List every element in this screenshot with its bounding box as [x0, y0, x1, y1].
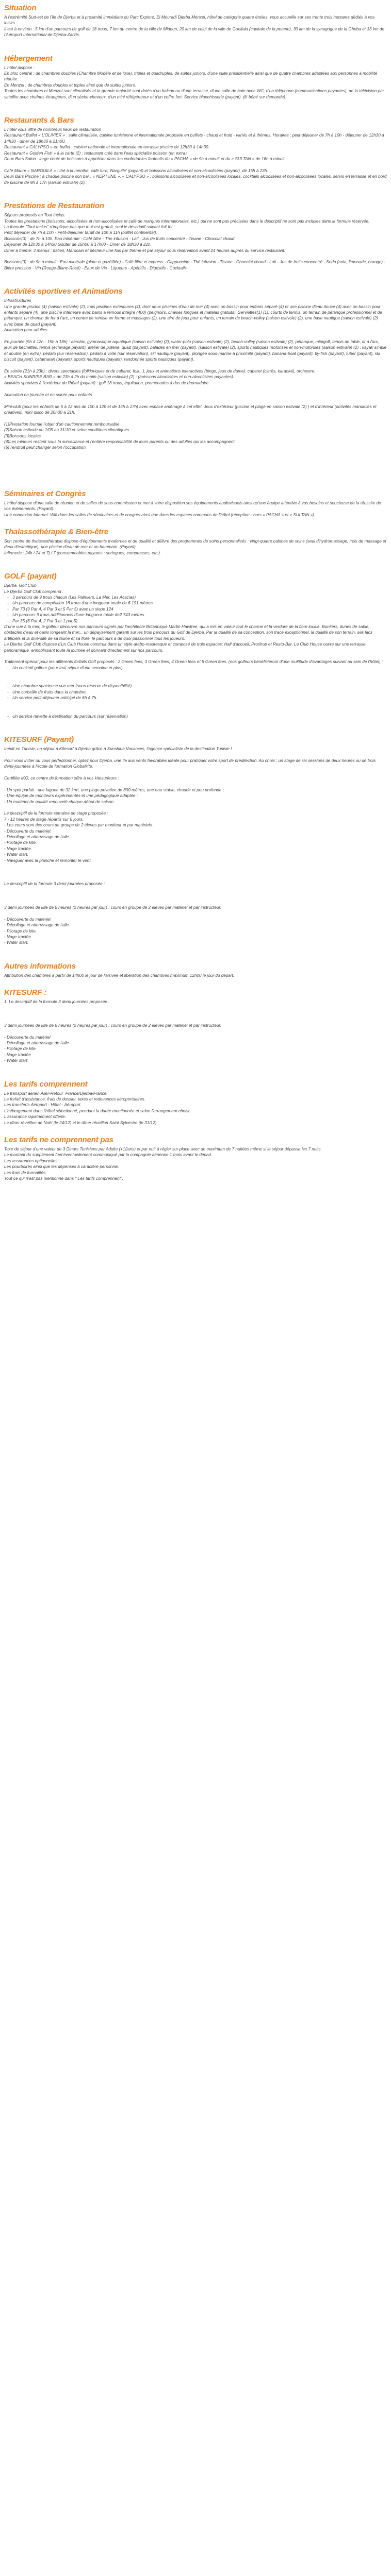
- section-text: Le transport aérien Aller-Retour France/Djerba/France. Le forfait d'assistance, frais de dossier, taxes et redevances aéroportuaires. Les transferts Aéroport - Hôtel - Aéroport. L'hébergement dans l'hôtel sélectionné, pendant la durée mentionnée et selon l'arrangement choisi. L'assurance rapatriement offerte. Le dîner réveillon de Noël (le 24/12) et le dîner réveillon Saint Sylvestre (le 31/12).: [4, 1091, 191, 1125]
- section-title: Séminaires et Congrès: [4, 489, 86, 498]
- golf-advantages-list: [4, 665, 387, 671]
- list-item: - Un parcours 9 trous additionnels d'une longueur totale de2 743 mètres: [12, 612, 387, 618]
- section-hebergement: [4, 54, 387, 100]
- section-text: D'une vue à la mer, le golfeur découvre nos parcours signés par l'architecte Britannique Martin Hawtree, qui a mis en valeur tout le charme et la verdure de la flore locale. Bunkers, dunes de sable, obstacles d'eau et oasis longeant la mer... un dépaysement garanti sur les trois parcours du Golf de Djerba. Par la qualité de sa conception, son tracé exceptionnel, la qualité de son terrain, ses lacs artificiels et la diversité de sa faune et sa flore, le parcours a de quoi passionner tous les joueurs. Le Djerba Golf Club dispose d'un Club House construit dans un style arabo-mauresque et composé de trois espaces: Hall d'accueil, Proshop et Resto-Bar. Le Club House ouvre sur une terrasse panoramique, ennoblissant toute la journée et donnant directement sur nos parcours. Traitement spécial pour les différents forfaits Golf proposés : 2 Green fees, 3 Green fees, 4 Green fees et 5 Green fees. (nos golfeurs bénéficieront d'une multitude d'avantages suivant au sein de l'hôtel) :: [4, 624, 383, 665]
- section-golf: [4, 571, 387, 719]
- section-tarifs: [4, 1079, 387, 1126]
- list-item: - Par 35 (6 Par 4, 2 Par 3 et 1 par 5).: [12, 618, 387, 624]
- section-tarifs-non: [4, 1135, 387, 1181]
- section-title: Les tarifs comprennent: [4, 1079, 88, 1089]
- section-text: Son centre de thalassothérapie dispose d'équipements modernes et de qualité et délivre des programmes de soins personnalisés : vingt-quatre cabines de soins (seul d'hydromassage, trois de massage et deux d'esthétique), une piscine d'eau de mer et un hammam. (Payant). Infirmerie : 24h / 24 et 7j / 7 (consommables payants : seringues, compresses, etc.).: [4, 538, 386, 555]
- section-text: 1. Le descriptif de la formule 3 demi journées proposée : 3 demi journées de kite de 6 heures (2 heures par jour) ; cours en groupe de 2 élèves par matériel et par instructeur. - Découverte du matériel - Décollage et atterrissage de l'aile - Pilotage de kite - Nage tractée - Water start: [4, 999, 222, 1063]
- section-kitesurf: [4, 735, 387, 946]
- section-title: Hébergement: [4, 54, 53, 63]
- list-item: - 3 parcours de 9 trous chacun (Les Palmiers, La Mer, Les Acacias): [12, 595, 387, 600]
- golf-intro: Djerba Golf Club Le Djerba Golf Club comprend :: [4, 583, 64, 594]
- section-title: Thalassothérapie & Bien-être: [4, 527, 108, 536]
- section-situation: [4, 3, 387, 38]
- section-text: L'hôtel vous offre de nombreux lieux de restauration Restaurant Buffet « L'OLIVIER » : salle climatisée, cuisine tunisienne et internationale proposée en buffets - chaud et froid - variés et à thèmes. Horaires : petit-déjeuner de 7h à 10h - déjeuner de 12h30 à 14h30 - dîner de 18h30 à 21h00. Restaurant « CALYPSO » en buffet : cuisine nationale et internationale en terrasse piscine de 12h30 à 14h30. Restaurant « Golden Fish » à la carte (2) : restaurant créé dans l'eau spécialité poisson (en extra). Deux Bars Salon : large choix de boissons à apprécier dans les confortables fauteuils du « PACHA » de 9h à minuit et du « SULTAN » de 16h à minuit. Café Maure « NARGUILA » : thé à la menthe, café turc, 'Narguilé' (payant) et boissons alcoolisées et non-alcoolisées (payant), de 15h à 23h. Deux Bars Piscine : à chaque piscine son bar : « NEPTUNE », « CALYPSO » : boissons alcoolisées et non-alcoolisées locales, cocktails alcoolisées et non-alcoolisées locales, servis en terrasse et en bord de piscine de 9h à 17h (saison estivale) (2).: [4, 127, 387, 185]
- section-title: GOLF (payant): [4, 572, 57, 581]
- section-restaurants: [4, 115, 387, 185]
- section-text: Séjours proposés en Tout Inclus. Toutes les prestations (boissons, alcoolisées et non-alcoolisées et café de marques internationales, etc.) qui ne sont pas précisées dans le descriptif ne sont pas incluses dans la formule réservée. La formule "Tout Inclus" n'implique pas que tout est gratuit, seul le descriptif suivant fait foi : Petit déjeuner de 7h à 10h - Petit-déjeuner tardif de 10h à 11h (buffet continental). Boissons(3) : de 7h à 10h: Eau minérale - Café filtre - The infusion - Lait - Jus de fruits concentré - Tisane - Chocolat chaud. Déjeuner de 12h30 à 14h30 Goûter de 15h00 à 17h00 - Dîner de 18h30 à 21h. Dîner à thème: 3 menus : Italien, Marocain et pêcheur une fois par thème et par séjour sous réservation avant 24 heures auprès du service restaurant. Boissons(3) : de 9h à minuit : Eau minérale (plate et gazéifiée) - Café filtre et express - Cappuccino - Thé infusion - Tisane - Chocolat chaud - Lait - Jus de fruits concentré - Soda (cola, limonade, orange) - Bière pression - Vin (Rouge-Blanc-Rosé) - Eaux de Vie - Liqueurs - Apéritifs - Digestifs - Cocktails.: [4, 213, 385, 270]
- section-text: Infrastructures Une grande piscine (4) (saison estivale) (2), trois piscines extérieures (4), dont deux piscines d'eau de mer (4) avec un bassin pour enfants séparé (4) et une piscine d'eau douce (4) avec un bassin pour enfants séparé (4), une piscine intérieure avec bains à remous intégré (400) (peignoirs, chaises longues et matelas gratuits), Serviettes(1) (1), courts de tennis, un terrain de pétanque professionnel et de pétanque, un chemin de fer à l'arc, un centre de remise en forme et massages (2), une aire de jeux pour enfants, un terrain de beach-volley (saison estivale) (2), une base nautique (saison estivale) (2) avec base de quad (payant). Animation pour adultes En journée (9h à 12h - 15h à 18h) : aérobic, gymnastique aquatique (saison estivale) (2), water-polo (saison estivale) (2), beach-volley (saison estivale) (2), pétanque, minigolf, tennis de table, tir à l'arc, jeux de fléchettes, tennis (éclairage payant), atelier de poterie, quad (payant), balades en mer (payant), (saison estivale) (2), sports nautiques motorisés et non-motorisés (saison estivale) (2) : kayak simple et double (en extra), pédalo (sur réservation), pédalo à voile (sur réservation), ski nautique (payant), plongée sous-marine à proximité (payant), banana-boat (payant), fly-fish (payant), tuber (payant), ski biscuit (payant), catamaran (payant), sports nautiques (payant), randonnée sports nautiques (payant). En soirée (21h à 23h) : divers spectacles (folkloriques et de cabaret, folk...), jeux et animations interactives (bingo, jeux de dame), cabaret (clarés, karaoké), orchestre. « BEACH SUNRISE BAR » de 23h à 2h du matin (saison estivale) (2) : (boissons alcoolisées et non-alcoolisées payantes). Activités sportives à l'extérieur de l'hôtel (payant) : golf 18 trous, équitation, promenades à dos de dromadaire. Animation en journée et en soirée pour enfants Mini-club (pour les enfants de 5 à 12 ans de 10h à 12h et de 15h à 17h) avec espace aménagé à cet effet, Jeux d'extérieur (piscine et plage en saison estivale (2) ) et d'intérieur (activités manuelles et créatives), mini disco de 20h30 à 21h. (1)Prestation fournie l'objet d'un cautionnement remboursable (2)Saison estivale du 1/05 au 31/10 et selon conditions climatiques (3)Boissons locales (4)Les mineurs restent sous la surveillance et l'entière responsabilité de leurs parents ou des adultes qui les accompagnent. (5) l'endroit peut changer selon l'occupation.: [4, 298, 387, 450]
- section-title: Les tarifs ne comprennent pas: [4, 1136, 113, 1145]
- section-title: Activités sportives et Animations: [4, 287, 123, 296]
- section-text: Attribution des chambres à partir de 14h00 le jour de l'arrivée et libération des chambres maximum 12h00 le jour du départ.: [4, 973, 235, 978]
- list-item: - Un cocktail golfeur (pour tout séjour d'une semaine et plus): [12, 665, 387, 671]
- list-item: - Un service navette à destination du parcours (sur réservation): [12, 714, 387, 719]
- list-item: - Par 73 (9 Par 4, 4 Par 3 et 5 Par 5) avec un slope 124: [12, 606, 387, 612]
- section-text: L'hôtel dispose d'une salle de réunion et de salles de sous-commission et met à votre disposition ses équipements audiovisuels ainsi qu'une équipe attentive à vos besoins et soucieuse de la réussite de vos événements. (Payant). Une connexion Internet: Wifi dans les salles de séminaires et de congrès ainsi que dans les espaces communs de l'hôtel (réception - bars « PACHA » et « SULTAN »).: [4, 500, 381, 517]
- section-text: Taxe de séjour d'une valeur de 3 Dinars Tunisiens par Adulte (+12ans) et par nuit à régler sur place avec un maximum de 7 nuitées même si le séjour dépasse les 7 nuits. Le montant du supplément fuel éventuellement communiqué par la compagnie aérienne 1 mois avant le départ. Les assurances optionnelles. Les pourboires ainsi que les dépenses à caractère personnel. Les frais de formalités. Tout ce qui n'est pas mentionné dans " Les tarifs comprennent".: [4, 1147, 322, 1181]
- section-text: Inédit en Tunisie, un séjour à Kitesurf à Djerba grâce à Sunshine Vacances, l'agence spécialiste de la destination Tunisie ! Pour vous initier ou vous perfectionner, optez pour Djerba, une île aux vents favorables idéale pour pratiquer votre sport de prédilection. Au choix : un stage de six sessions de deux heures ou de trois demi-journées à l'école de formation Globalkite. Certifiée IKO, ce centre de formation offre à vos kitesurfeurs : - Un spot parfait : une lagune de 32 km², une plage privative de 800 mètres, une eau stable, chaude et peu profonde ; - Une équipe de moniteurs expérimentés et une pédagogique adaptée ; - Un matériel de qualité renouvelé chaque début de saison. Le descriptif de la formule semaine de stage proposée : 7 - 12 heures de stage répartis sur 6 jours. - Les cours sont des cours de groupe de 2 élèves par moniteur et par matériels. - Découverte du matériel. - Décollage et atterrissage de l'aile. - Pilotage de kite. - Nage tractée. - Water start. - Naviguer avec la planche et remonter le vent. Le descriptif de la formule 3 demi journées proposée : 3 demi journées de kite de 6 heures (2 heures par jour) ; cours en groupe de 2 élèves par matériel et par instructeur. - Découverte du matériel. - Décollage et atterrissage de l'aile. - Pilotage de kite. - Nage tractée. - Water start.: [4, 746, 376, 945]
- section-title: Situation: [4, 4, 37, 12]
- section-thalasso: [4, 527, 387, 556]
- section-title: Prestations de Restauration: [4, 201, 104, 211]
- section-prestations: [4, 201, 387, 271]
- section-title: KITESURF (Payant): [4, 735, 74, 744]
- list-item: - Un parcours de compétition 18 trous d'une longueur totale de 6 191 mètres: [12, 600, 387, 606]
- golf-shuttle-list: [4, 714, 387, 719]
- section-text: À l'extrémité Sud-est de l'île de Djerba et à proximité immédiate du Parc Explore, El Mouradi Djerba Menzel, hôtel de catégorie quatre étoiles, vous accueille sur ses trente trois hectares dédiés à vos loisirs. Il est à environ : 5 km d'un parcours de golf de 18 trous, 7 km du centre de la ville de Midoun, 20 km de celui de la ville de Guellala (capitale de la poterie), 30 km de la synagogue de la Ghriba et 33 km de l'Aéroport International de Djerba-Zarzis.: [4, 15, 385, 38]
- golf-advantages-list-2: [4, 683, 387, 701]
- section-seminaires: [4, 489, 387, 518]
- section-title: Autres informations: [4, 961, 76, 971]
- page: [0, 3, 391, 2576]
- list-item: - Un service petit-déjeuner anticipé de 6h à 7h.: [12, 695, 387, 701]
- section-autres: [4, 961, 387, 978]
- section-text: L'hôtel dispose : En bloc central : de chambres doubles (Chambre Modèle et de luxe), triples et quadruples, de suites juniors, d'une suite présidentielle ainsi que de quatre chambres adaptées aux personnes à mobilité réduite. En Menzel : de chambres doubles et triples ainsi que de suites juniors. Toutes les chambres et Menzel sont climatisés et la grande majorité sont dotés d'un balcon ou d'une terrasse, d'une salle de bain avec WC, d'un téléphone (communications payantes), de la télévision par satellite avec chaînes étrangères, d'un sèche-cheveux, d'un mini réfrigérateur et d'un coffre fort. Service blanchisserie (payant). (lit bébé sur demande).: [4, 65, 384, 99]
- section-title: KITESURF :: [4, 988, 47, 997]
- section-kitesurf-2: [4, 988, 387, 1063]
- section-activites: [4, 286, 387, 451]
- golf-course-list: [4, 595, 387, 624]
- list-item: - Une corbeille de fruits dans la chambre.: [12, 689, 387, 695]
- section-title: Restaurants & Bars: [4, 116, 74, 125]
- list-item: - Une chambre spacieuse vue mer (sous réserve de disponibilité): [12, 683, 387, 689]
